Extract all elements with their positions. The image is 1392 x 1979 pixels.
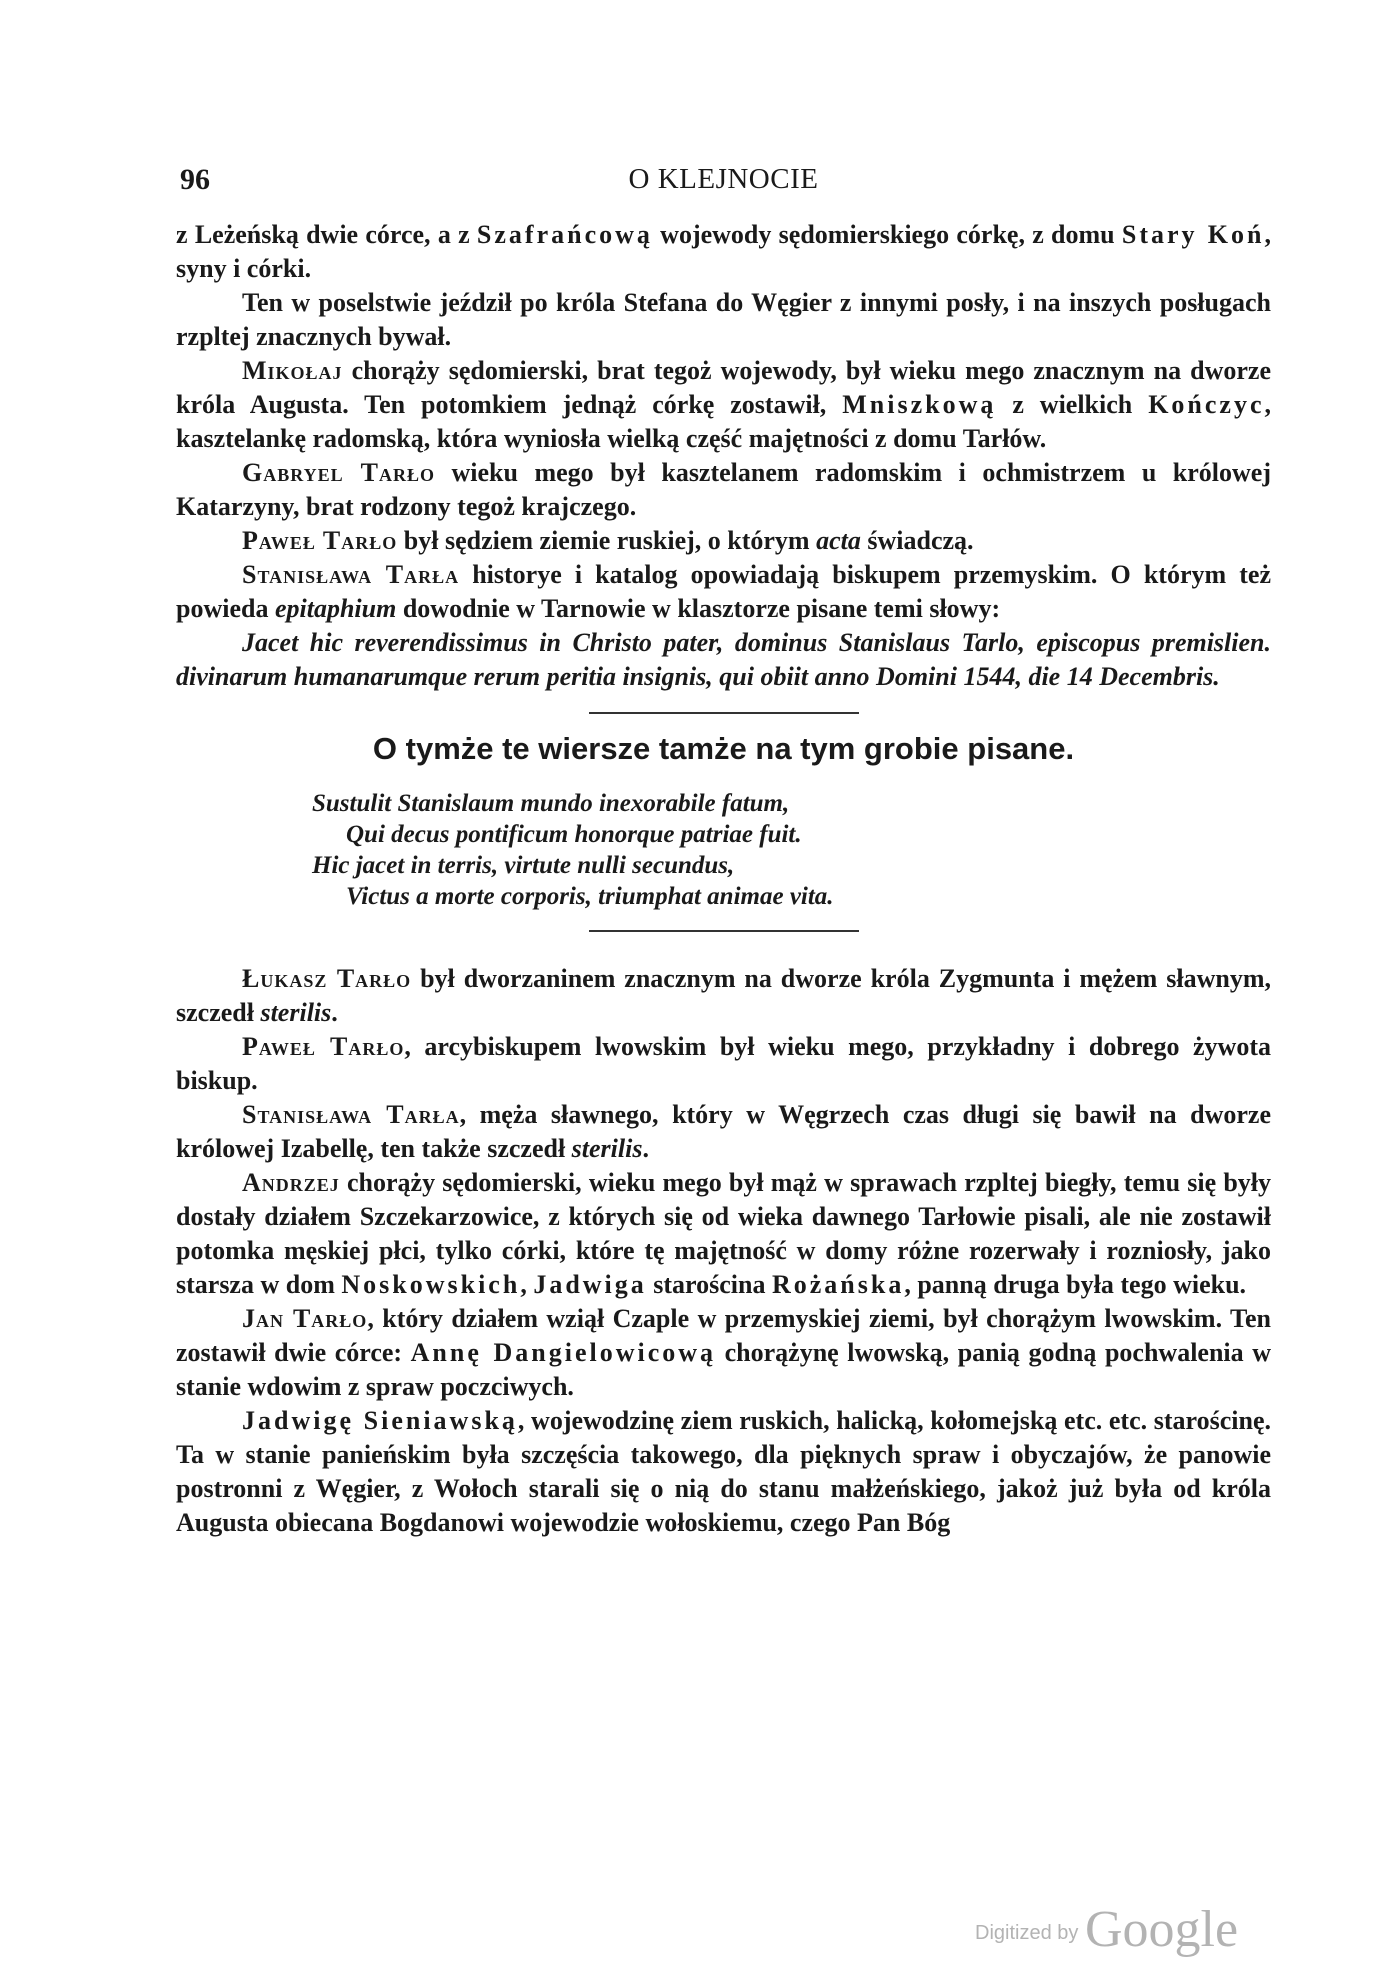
text-run: wieku mego był kasztelanem radomskim i ochmistrzem u królowej Katarzyny, brat rodzony tegoż krajczego. bbox=[176, 458, 1272, 521]
page-header bbox=[176, 163, 1271, 203]
text-run: . bbox=[642, 1134, 649, 1163]
paragraph bbox=[176, 1030, 1271, 1098]
text-run: , męża sławnego, który w Węgrzech czas długi się bawił na dworze królowej Izabellę, ten także szczedł bbox=[176, 1100, 1271, 1163]
text-run: był sędziem ziemie ruskiej, o którym bbox=[397, 526, 817, 555]
text-run: starościna bbox=[646, 1270, 772, 1299]
text-run: Paweł Tarło bbox=[242, 526, 398, 555]
poem-line: Qui decus pontificum honorque patriae fuit. bbox=[346, 821, 802, 848]
text-run: Łukasz Tarło bbox=[242, 964, 412, 993]
text-run: Jadwiga bbox=[533, 1270, 647, 1299]
text-run: Stanisława Tarła bbox=[242, 1100, 460, 1129]
text-run: acta bbox=[816, 526, 861, 555]
text-run: z Leżeńską dwie córce, a z bbox=[176, 220, 477, 249]
text-section-top bbox=[176, 218, 1271, 694]
epitaph-poem bbox=[312, 788, 1271, 912]
text-run: , kasztelankę radomską, która wyniosła wielką część majętności z domu Tarłów. bbox=[176, 390, 1271, 453]
text-run: . bbox=[331, 998, 338, 1027]
text-run: chorążynę lwowską, panią godną pochwalenia w stanie wdowim z spraw poczciwych. bbox=[176, 1338, 1272, 1401]
page-number: 96 bbox=[180, 163, 210, 196]
text-run: Jacet hic reverendissimus in Christo pater, dominus Stanislaus Tarlo, episcopus premislien. divinarum humanarumque rerum peritia insignis, qui obiit anno Domini 1544, die 14 Decembris. bbox=[176, 628, 1271, 691]
paragraph bbox=[176, 962, 1271, 1030]
text-run: Jadwigę Sieniawską bbox=[242, 1406, 518, 1435]
text-run: chorąży sędomierski, wieku mego był mąż w sprawach rzpltej biegły, temu się były dostały działem Szczekarzowice, z których się od wieka dawnego Tarłowie pisali, ale nie zostawił potomka męskiej płci, tylko córki, które tę majętność w domy różne rozerwały i rozniosły, jako starsza w dom bbox=[176, 1168, 1271, 1299]
poem-line: Victus a morte corporis, triumphat animae vita. bbox=[346, 883, 834, 910]
paragraph bbox=[176, 626, 1271, 694]
poem-title: O tymże te wiersze tamże na tym grobie pisane. bbox=[372, 731, 1075, 766]
text-run: Szafrańcową bbox=[476, 220, 653, 249]
text-run: Annę Dangielowicową bbox=[410, 1338, 717, 1367]
text-run: Ten w poselstwie jeździł po króla Stefana do Węgier z innymi posły, i na inszych posługach rzpltej znacznych bywał. bbox=[176, 288, 1271, 351]
paragraph bbox=[176, 1302, 1271, 1404]
text-section-bottom bbox=[176, 962, 1271, 1540]
paragraph bbox=[176, 558, 1271, 626]
poem-line: Sustulit Stanislaum mundo inexorabile fatum, bbox=[312, 790, 790, 817]
paragraph bbox=[176, 524, 1271, 558]
text-run: , wojewodzinę ziem ruskich, halicką, kołomejską etc. etc. starościnę. Ta w stanie panieńskim była szczęścia takowego, dla pięknych spraw i obyczajów, że panowie postronni z Węgier, z Wołoch starali się o nią do stanu małżeńskiego, jakoż już była od króla Augusta obiecana Bogdanowi wojewodzie wołoskiemu, czego Pan Bóg bbox=[176, 1406, 1271, 1537]
text-run: , arcybiskupem lwowskim był wieku mego, przykładny i dobrego żywota biskup. bbox=[176, 1032, 1271, 1095]
text-run: sterilis bbox=[260, 998, 332, 1027]
text-run: Stary Koń bbox=[1121, 220, 1265, 249]
running-title: O KLEJNOCIE bbox=[628, 163, 819, 195]
text-run: dowodnie w Tarnowie w klasztorze pisane temi słowy: bbox=[396, 594, 1001, 623]
text-run: Mniszkową bbox=[842, 390, 997, 419]
text-run: Andrzej bbox=[242, 1168, 340, 1197]
paragraph bbox=[176, 354, 1271, 456]
poem-line: Hic jacet in terris, virtute nulli secundus, bbox=[312, 852, 735, 879]
paragraph bbox=[176, 286, 1271, 354]
text-run: , który działem wziął Czaple w przemyskiej ziemi, był chorążym lwowskim. Ten zostawił dwie córce: bbox=[176, 1304, 1272, 1367]
text-run: z wielkich bbox=[996, 390, 1149, 419]
text-run: świadczą. bbox=[860, 526, 974, 555]
text-run: sterilis bbox=[571, 1134, 643, 1163]
page-body bbox=[176, 218, 1271, 1540]
text-run: Noskowskich bbox=[341, 1270, 521, 1299]
text-run: , bbox=[520, 1270, 534, 1299]
text-run: Rożańska bbox=[771, 1270, 905, 1299]
text-run: Stanisława Tarła bbox=[242, 560, 460, 589]
paragraph bbox=[176, 218, 1271, 286]
text-run: historye i katalog opowiadają biskupem przemyskim. O którym też powieda bbox=[176, 560, 1271, 623]
text-run: , syny i córki. bbox=[176, 220, 1271, 283]
paragraph bbox=[176, 1166, 1271, 1302]
text-run: Kończyc bbox=[1148, 390, 1265, 419]
text-run: , panną druga była tego wieku. bbox=[904, 1270, 1247, 1299]
text-run: był dworzaninem znacznym na dworze króla Zygmunta i mężem sławnym, szczedł bbox=[176, 964, 1272, 1027]
text-run: Mikołaj bbox=[242, 356, 343, 385]
paragraph bbox=[176, 456, 1271, 524]
text-run: Paweł Tarło bbox=[242, 1032, 405, 1061]
google-logo: Google bbox=[1085, 1901, 1239, 1958]
text-run: epitaphium bbox=[274, 594, 397, 623]
text-run: Jan Tarło bbox=[242, 1304, 368, 1333]
digitized-by-label: Digitized by bbox=[975, 1922, 1079, 1944]
text-run: chorąży sędomierski, brat tegoż wojewody, był wieku mego znacznym na dworze króla Augusta. Ten potomkiem jednąż córkę zostawił, bbox=[176, 356, 1271, 419]
divider-rule bbox=[589, 712, 859, 714]
google-watermark bbox=[975, 1900, 1275, 1960]
paragraph bbox=[176, 1098, 1271, 1166]
divider-rule bbox=[589, 930, 859, 932]
paragraph bbox=[176, 1404, 1271, 1540]
text-run: wojewody sędomierskiego córkę, z domu bbox=[652, 220, 1122, 249]
text-run: Gabryel Tarło bbox=[242, 458, 435, 487]
